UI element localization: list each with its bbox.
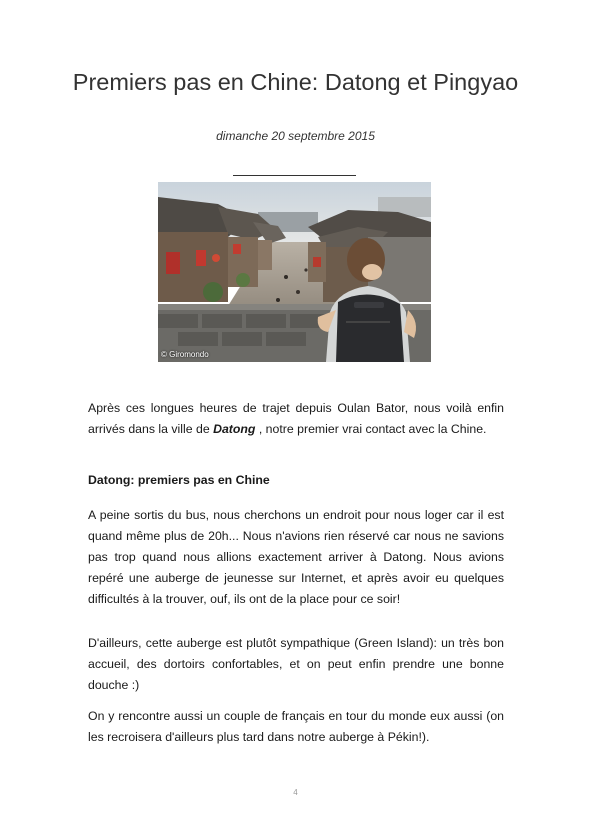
paragraph-couple: On y rencontre aussi un couple de français en tour du monde eux aussi (on les recroisera d'ailleurs plus tard dans notre auberge à Pékin!).: [88, 709, 504, 744]
section-heading: Datong: premiers pas en Chine: [88, 473, 270, 487]
intro-paragraph: Après ces longues heures de trajet depuis Oulan Bator, nous voilà enfin arrivés dans la ville de Datong , notre premier vrai contact avec la Chine.: [88, 401, 504, 436]
paragraph-arrival: A peine sortis du bus, nous cherchons un endroit pour nous loger car il est quand même plus de 20h... Nous n'avions rien réservé car nous ne savions pas trop quand nous allions exactement arriver à Datong. Nous avions repéré une auberge de jeunesse sur Internet, et après avoir eu quelques difficultés à la trouver, ouf, ils ont de la place pour ce soir!: [88, 508, 504, 606]
photo-copyright: © Giromondo: [161, 350, 209, 359]
street-photo: [158, 182, 431, 362]
page-title: Premiers pas en Chine: Datong et Pingyao: [72, 69, 519, 95]
post-date: dimanche 20 septembre 2015: [216, 129, 375, 143]
divider: [233, 175, 356, 176]
city-name-emphasis: Datong: [213, 422, 256, 436]
paragraph-hostel: D'ailleurs, cette auberge est plutôt sympathique (Green Island): un très bon accueil, des dortoirs confortables, et on peut enfin prendre une bonne douche :): [88, 636, 504, 692]
page-number: 4: [293, 788, 298, 797]
